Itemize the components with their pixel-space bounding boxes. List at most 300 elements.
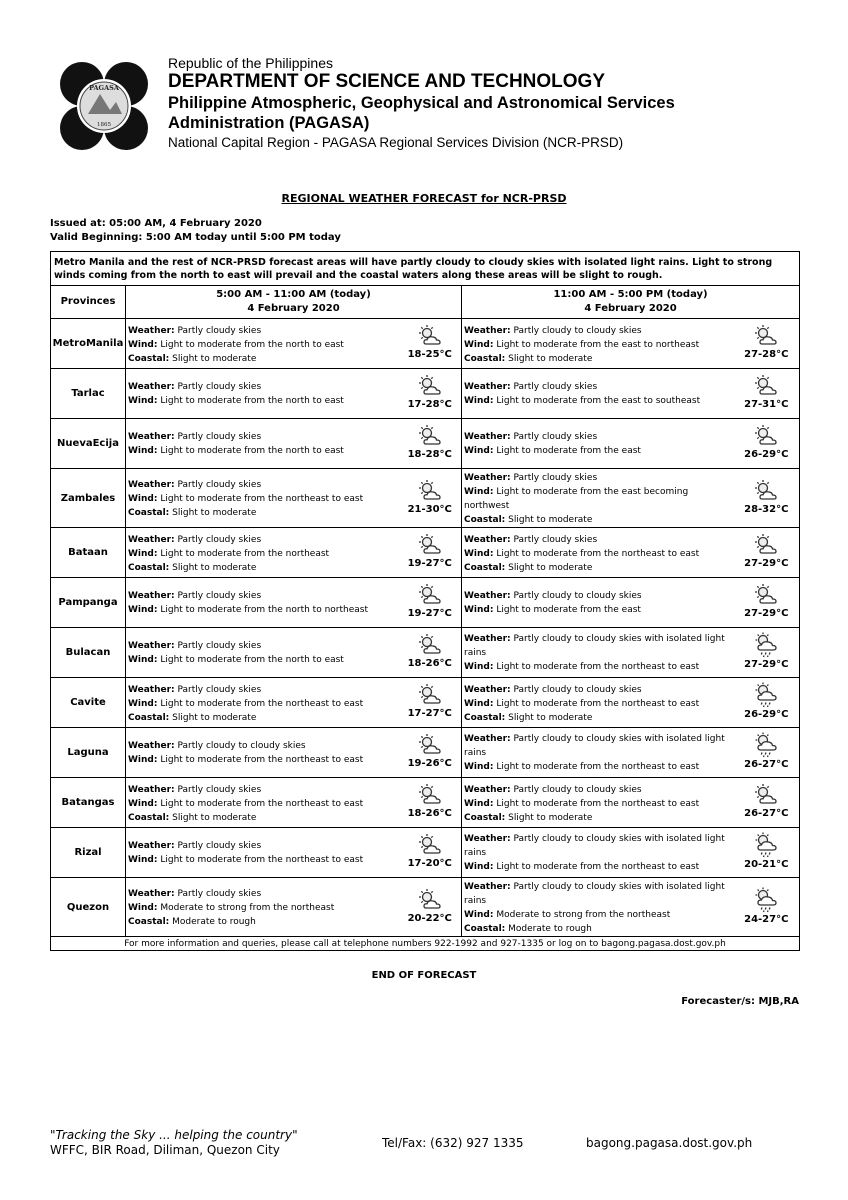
coastal-value: Slight to moderate — [508, 353, 593, 364]
forecast-p2-icon-cell — [734, 678, 800, 728]
wind-line — [128, 338, 397, 352]
partly-cloudy-icon — [399, 783, 462, 807]
wind-line — [128, 853, 397, 867]
coastal-line — [464, 811, 732, 825]
period1-header: 5:00 AM - 11:00 AM (today) 4 February 2020 — [126, 286, 462, 319]
partly-cloudy-icon — [399, 324, 462, 348]
issued-at: Issued at: 05:00 AM, 4 February 2020 — [50, 218, 262, 229]
wind-value: Moderate to strong from the northeast — [496, 910, 671, 920]
partly-cloudy-icon — [734, 533, 800, 557]
partly-cloudy-icon — [399, 833, 462, 857]
weather-value: Partly cloudy skies — [177, 640, 262, 651]
department-name: DEPARTMENT OF SCIENCE AND TECHNOLOGY — [168, 71, 606, 92]
wind-line — [464, 485, 732, 513]
wind-line — [464, 394, 732, 408]
forecast-p1-text — [126, 628, 399, 678]
coastal-line — [464, 352, 732, 366]
temperature-range: 27-28°C — [744, 349, 789, 360]
coastal-line — [128, 352, 397, 366]
weather-value: Partly cloudy skies — [177, 480, 262, 490]
wind-label: Wind: — [128, 903, 158, 913]
forecast-p1-text — [126, 319, 399, 369]
weather-line — [128, 430, 397, 444]
wind-label: Wind: — [464, 395, 494, 406]
coastal-label: Coastal: — [128, 712, 170, 723]
forecast-p2-text — [462, 678, 734, 728]
wind-line — [128, 547, 397, 561]
svg-text:1865: 1865 — [97, 122, 111, 128]
weather-line — [128, 589, 397, 603]
provinces-header: Provinces — [51, 286, 126, 319]
partly-cloudy-icon — [399, 424, 462, 448]
weather-label: Weather: — [464, 534, 511, 545]
wind-line — [464, 760, 732, 774]
temperature-range: 17-20°C — [407, 858, 452, 869]
wind-value: Light to moderate from the north to east — [160, 654, 344, 665]
coastal-line — [464, 922, 732, 936]
forecast-p2-icon-cell — [734, 628, 800, 678]
forecast-p1-icon-cell — [399, 728, 462, 778]
coastal-value: Slight to moderate — [508, 812, 593, 823]
wind-label: Wind: — [128, 604, 158, 615]
forecast-p1-icon-cell — [399, 628, 462, 678]
forecast-p2-icon-cell — [734, 878, 800, 937]
website-link[interactable]: bagong.pagasa.dost.gov.ph — [586, 1136, 753, 1150]
weather-line — [464, 632, 732, 660]
coastal-label: Coastal: — [464, 924, 506, 934]
partly-cloudy-icon — [734, 424, 800, 448]
wind-label: Wind: — [128, 754, 158, 765]
wind-label: Wind: — [464, 445, 494, 456]
coastal-line — [464, 711, 732, 725]
weather-label: Weather: — [464, 733, 511, 744]
weather-label: Weather: — [128, 431, 175, 442]
address: WFFC, BIR Road, Diliman, Quezon City — [50, 1143, 280, 1157]
coastal-value: Slight to moderate — [172, 508, 257, 518]
province-row — [51, 828, 800, 878]
weather-label: Weather: — [128, 640, 175, 651]
wind-value: Light to moderate from the northeast to east — [160, 754, 364, 765]
forecast-p1-icon-cell — [399, 319, 462, 369]
wind-value: Light to moderate from the northeast to east — [160, 494, 364, 504]
temperature-range: 18-25°C — [407, 349, 452, 360]
weather-line — [128, 639, 397, 653]
weather-line — [464, 683, 732, 697]
forecast-p1-text — [126, 778, 399, 828]
wind-label: Wind: — [128, 494, 158, 504]
weather-label: Weather: — [464, 684, 511, 695]
forecast-p1-icon-cell — [399, 778, 462, 828]
forecast-p2-text — [462, 828, 734, 878]
partly-cloudy-icon — [399, 733, 462, 757]
weather-label: Weather: — [464, 590, 511, 601]
wind-value: Light to moderate from the northeast — [160, 548, 330, 559]
forecast-p2-icon-cell — [734, 419, 800, 469]
partly-cloudy-icon — [399, 683, 462, 707]
wind-value: Light to moderate from the east — [496, 604, 641, 615]
wind-value: Light to moderate from the east to southeast — [496, 395, 701, 406]
province-name: NuevaEcija — [51, 419, 126, 469]
temperature-range: 26-27°C — [744, 759, 789, 770]
wind-value: Light to moderate from the east to northeast — [496, 339, 700, 350]
footer-left — [50, 1128, 298, 1158]
weather-value: Partly cloudy skies — [177, 431, 262, 442]
weather-label: Weather: — [464, 633, 511, 644]
temperature-range: 20-21°C — [744, 859, 789, 870]
forecast-title: REGIONAL WEATHER FORECAST for NCR-PRSD — [281, 192, 567, 205]
forecast-p1-text — [126, 678, 399, 728]
forecast-p2-text — [462, 578, 734, 628]
forecast-p2-text — [462, 528, 734, 578]
dost-logo — [58, 60, 150, 152]
weather-value: Partly cloudy skies — [177, 534, 262, 545]
coastal-value: Moderate to rough — [508, 924, 592, 934]
forecast-p2-text — [462, 878, 734, 937]
wind-label: Wind: — [128, 654, 158, 665]
temperature-range: 19-27°C — [407, 608, 452, 619]
wind-line — [464, 547, 732, 561]
wind-label: Wind: — [128, 395, 158, 406]
coastal-line — [128, 711, 397, 725]
light-rain-icon — [734, 887, 800, 913]
weather-line — [464, 533, 732, 547]
svg-text:PAGASA: PAGASA — [89, 84, 119, 92]
coastal-label: Coastal: — [128, 353, 170, 364]
wind-value: Light to moderate from the northeast to east — [496, 548, 700, 559]
province-name: Rizal — [51, 828, 126, 878]
coastal-label: Coastal: — [464, 812, 506, 823]
letterhead — [168, 55, 828, 152]
forecast-p1-text — [126, 828, 399, 878]
forecast-p2-icon-cell — [734, 578, 800, 628]
partly-cloudy-icon — [399, 479, 462, 503]
province-name: Cavite — [51, 678, 126, 728]
division-name: National Capital Region - PAGASA Regional Services Division (NCR-PRSD) — [168, 135, 624, 150]
wind-label: Wind: — [128, 854, 158, 865]
wind-label: Wind: — [128, 798, 158, 809]
forecast-p2-icon-cell — [734, 828, 800, 878]
coastal-label: Coastal: — [464, 515, 506, 525]
province-row — [51, 369, 800, 419]
coastal-line — [464, 561, 732, 575]
wind-line — [128, 444, 397, 458]
province-name: Pampanga — [51, 578, 126, 628]
wind-line — [464, 697, 732, 711]
forecast-p1-text — [126, 469, 399, 528]
republic-line: Republic of the Philippines — [168, 55, 333, 71]
weather-label: Weather: — [464, 431, 511, 442]
forecast-p1-text — [126, 528, 399, 578]
weather-value: Partly cloudy skies — [177, 784, 262, 795]
coastal-value: Slight to moderate — [508, 515, 593, 525]
wind-value: Light to moderate from the east becoming northwest — [464, 487, 689, 511]
weather-value: Partly cloudy to cloudy skies with isolated light rains — [464, 633, 725, 658]
wind-value: Light to moderate from the northeast to east — [160, 698, 364, 709]
coastal-value: Slight to moderate — [172, 562, 257, 573]
partly-cloudy-icon — [734, 324, 800, 348]
wind-value: Light to moderate from the northeast to east — [496, 861, 700, 872]
partly-cloudy-icon — [399, 374, 462, 398]
province-row — [51, 728, 800, 778]
weather-value: Partly cloudy to cloudy skies — [513, 325, 642, 336]
coastal-value: Slight to moderate — [172, 812, 257, 823]
weather-line — [128, 839, 397, 853]
weather-line — [464, 380, 732, 394]
partly-cloudy-icon — [734, 583, 800, 607]
wind-label: Wind: — [464, 910, 494, 920]
coastal-line — [128, 811, 397, 825]
weather-value: Partly cloudy to cloudy skies — [177, 740, 306, 751]
weather-label: Weather: — [128, 684, 175, 695]
wind-line — [464, 797, 732, 811]
telfax: Tel/Fax: (632) 927 1335 — [382, 1136, 524, 1150]
wind-value: Light to moderate from the northeast to east — [496, 761, 700, 772]
forecast-p1-icon-cell — [399, 419, 462, 469]
province-row — [51, 778, 800, 828]
forecast-p2-text — [462, 469, 734, 528]
partly-cloudy-icon — [399, 633, 462, 657]
temperature-range: 26-29°C — [744, 709, 789, 720]
province-row — [51, 578, 800, 628]
wind-value: Light to moderate from the north to northeast — [160, 604, 368, 615]
forecast-p2-icon-cell — [734, 728, 800, 778]
coastal-value: Slight to moderate — [172, 712, 257, 723]
weather-value: Partly cloudy skies — [177, 840, 262, 851]
province-name: Quezon — [51, 878, 126, 937]
forecast-p2-text — [462, 319, 734, 369]
weather-line — [128, 478, 397, 492]
partly-cloudy-icon — [734, 374, 800, 398]
weather-label: Weather: — [128, 325, 175, 336]
wind-line — [464, 338, 732, 352]
issue-info — [50, 217, 341, 245]
wind-line — [128, 753, 397, 767]
wind-value: Light to moderate from the northeast to east — [160, 854, 364, 865]
weather-label: Weather: — [128, 784, 175, 795]
coastal-line — [128, 506, 397, 520]
weather-value: Partly cloudy skies — [177, 381, 262, 392]
wind-value: Light to moderate from the northeast to east — [160, 798, 364, 809]
forecast-p2-text — [462, 369, 734, 419]
wind-value: Light to moderate from the north to east — [160, 339, 344, 350]
light-rain-icon — [734, 732, 800, 758]
province-row — [51, 419, 800, 469]
wind-label: Wind: — [464, 861, 494, 872]
temperature-range: 26-29°C — [744, 449, 789, 460]
temperature-range: 27-29°C — [744, 608, 789, 619]
wind-line — [128, 603, 397, 617]
coastal-label: Coastal: — [128, 917, 170, 927]
coastal-line — [128, 915, 397, 929]
province-row — [51, 628, 800, 678]
temperature-range: 18-26°C — [407, 658, 452, 669]
period2-header: 11:00 AM - 5:00 PM (today) 4 February 2020 — [462, 286, 800, 319]
province-name: Tarlac — [51, 369, 126, 419]
forecast-p1-icon-cell — [399, 578, 462, 628]
forecast-p2-text — [462, 628, 734, 678]
coastal-label: Coastal: — [464, 562, 506, 573]
wind-label: Wind: — [128, 548, 158, 559]
weather-label: Weather: — [128, 480, 175, 490]
wind-line — [128, 394, 397, 408]
info-line: For more information and queries, please call at telephone numbers 922-1992 and 927-1335 or log on to bagong.pagasa.dost.gov.ph — [51, 937, 800, 951]
weather-label: Weather: — [464, 325, 511, 336]
temperature-range: 27-31°C — [744, 399, 789, 410]
partly-cloudy-icon — [734, 783, 800, 807]
wind-value: Light to moderate from the northeast to east — [496, 698, 700, 709]
weather-line — [464, 732, 732, 760]
coastal-value: Slight to moderate — [508, 712, 593, 723]
weather-value: Partly cloudy skies — [177, 590, 262, 601]
weather-label: Weather: — [128, 534, 175, 545]
weather-label: Weather: — [128, 381, 175, 392]
wind-line — [128, 901, 397, 915]
wind-line — [464, 860, 732, 874]
wind-value: Light to moderate from the east — [496, 445, 641, 456]
light-rain-icon — [734, 682, 800, 708]
wind-line — [464, 660, 732, 674]
temperature-range: 24-27°C — [744, 913, 789, 925]
weather-value: Partly cloudy skies — [513, 534, 598, 545]
wind-label: Wind: — [128, 698, 158, 709]
coastal-label: Coastal: — [128, 508, 170, 518]
weather-label: Weather: — [464, 784, 511, 795]
temperature-range: 28-32°C — [744, 503, 789, 515]
forecast-p1-text — [126, 578, 399, 628]
wind-value: Light to moderate from the north to east — [160, 395, 344, 406]
weather-line — [464, 783, 732, 797]
forecast-summary: Metro Manila and the rest of NCR-PRSD forecast areas will have partly cloudy to cloudy skies with isolated light rains. Light to strong winds coming from the north to east will prevail and the coastal waters along these areas will be slight to rough. — [51, 252, 800, 286]
coastal-line — [128, 561, 397, 575]
weather-line — [128, 739, 397, 753]
wind-label: Wind: — [464, 548, 494, 559]
forecast-p2-icon-cell — [734, 319, 800, 369]
forecast-p1-icon-cell — [399, 878, 462, 937]
coastal-line — [464, 513, 732, 527]
wind-line — [128, 697, 397, 711]
wind-label: Wind: — [464, 798, 494, 809]
weather-line — [464, 324, 732, 338]
weather-label: Weather: — [128, 840, 175, 851]
province-row — [51, 469, 800, 528]
valid-beginning: Valid Beginning: 5:00 AM today until 5:00 PM today — [50, 232, 341, 243]
coastal-label: Coastal: — [128, 562, 170, 573]
forecast-table — [50, 251, 800, 951]
wind-value: Light to moderate from the northeast to east — [496, 661, 700, 672]
forecast-p1-icon-cell — [399, 828, 462, 878]
weather-value: Partly cloudy skies — [177, 889, 262, 899]
wind-line — [464, 444, 732, 458]
weather-value: Partly cloudy to cloudy skies — [513, 684, 642, 695]
wind-label: Wind: — [464, 487, 494, 497]
weather-value: Partly cloudy to cloudy skies — [513, 590, 642, 601]
coastal-value: Moderate to rough — [172, 917, 256, 927]
temperature-range: 18-28°C — [407, 449, 452, 460]
forecast-p1-icon-cell — [399, 369, 462, 419]
forecast-p2-icon-cell — [734, 469, 800, 528]
weather-value: Partly cloudy to cloudy skies with isolated light rains — [464, 882, 725, 906]
temperature-range: 19-27°C — [407, 558, 452, 569]
coastal-value: Slight to moderate — [508, 562, 593, 573]
forecast-p2-text — [462, 778, 734, 828]
forecast-p1-text — [126, 878, 399, 937]
wind-label: Wind: — [464, 604, 494, 615]
temperature-range: 17-27°C — [407, 708, 452, 719]
weather-value: Partly cloudy skies — [513, 381, 598, 392]
forecast-p1-icon-cell — [399, 678, 462, 728]
coastal-label: Coastal: — [464, 712, 506, 723]
province-name: Bataan — [51, 528, 126, 578]
weather-line — [464, 471, 732, 485]
forecast-p1-icon-cell — [399, 528, 462, 578]
forecasters: Forecaster/s: MJB,RA — [681, 996, 799, 1007]
wind-label: Wind: — [128, 339, 158, 350]
forecast-p1-text — [126, 369, 399, 419]
weather-line — [128, 887, 397, 901]
forecast-p2-icon-cell — [734, 778, 800, 828]
weather-line — [128, 324, 397, 338]
tagline: "Tracking the Sky ... helping the country" — [50, 1128, 298, 1142]
partly-cloudy-icon — [399, 583, 462, 607]
weather-line — [464, 589, 732, 603]
end-of-forecast: END OF FORECAST — [371, 970, 477, 981]
province-name: Bulacan — [51, 628, 126, 678]
weather-label: Weather: — [464, 882, 511, 892]
wind-label: Wind: — [464, 339, 494, 350]
wind-value: Light to moderate from the northeast to east — [496, 798, 700, 809]
weather-value: Partly cloudy skies — [513, 431, 598, 442]
wind-label: Wind: — [464, 761, 494, 772]
wind-line — [128, 492, 397, 506]
coastal-label: Coastal: — [128, 812, 170, 823]
agency-name-line2: Administration (PAGASA) — [168, 114, 370, 132]
weather-label: Weather: — [128, 889, 175, 899]
coastal-label: Coastal: — [464, 353, 506, 364]
forecast-p1-text — [126, 728, 399, 778]
weather-value: Partly cloudy skies — [513, 473, 598, 483]
weather-value: Partly cloudy to cloudy skies — [513, 784, 642, 795]
wind-line — [128, 653, 397, 667]
weather-label: Weather: — [464, 381, 511, 392]
forecast-p1-icon-cell — [399, 469, 462, 528]
forecast-p2-icon-cell — [734, 369, 800, 419]
temperature-range: 21-30°C — [407, 503, 452, 515]
partly-cloudy-icon — [399, 533, 462, 557]
temperature-range: 26-27°C — [744, 808, 789, 819]
weather-value: Partly cloudy skies — [177, 684, 262, 695]
temperature-range: 17-28°C — [407, 399, 452, 410]
wind-line — [464, 908, 732, 922]
temperature-range: 27-29°C — [744, 659, 789, 670]
forecast-p2-text — [462, 728, 734, 778]
weather-line — [464, 880, 732, 908]
weather-line — [464, 430, 732, 444]
wind-label: Wind: — [464, 698, 494, 709]
weather-label: Weather: — [464, 833, 511, 844]
temperature-range: 19-26°C — [407, 758, 452, 769]
weather-line — [128, 783, 397, 797]
wind-label: Wind: — [464, 661, 494, 672]
province-name: MetroManila — [51, 319, 126, 369]
partly-cloudy-icon — [734, 479, 800, 503]
weather-line — [464, 832, 732, 860]
weather-value: Partly cloudy to cloudy skies with isolated light rains — [464, 833, 725, 858]
wind-line — [128, 797, 397, 811]
weather-line — [128, 380, 397, 394]
weather-label: Weather: — [464, 473, 511, 483]
weather-value: Partly cloudy to cloudy skies with isolated light rains — [464, 733, 725, 758]
light-rain-icon — [734, 832, 800, 858]
